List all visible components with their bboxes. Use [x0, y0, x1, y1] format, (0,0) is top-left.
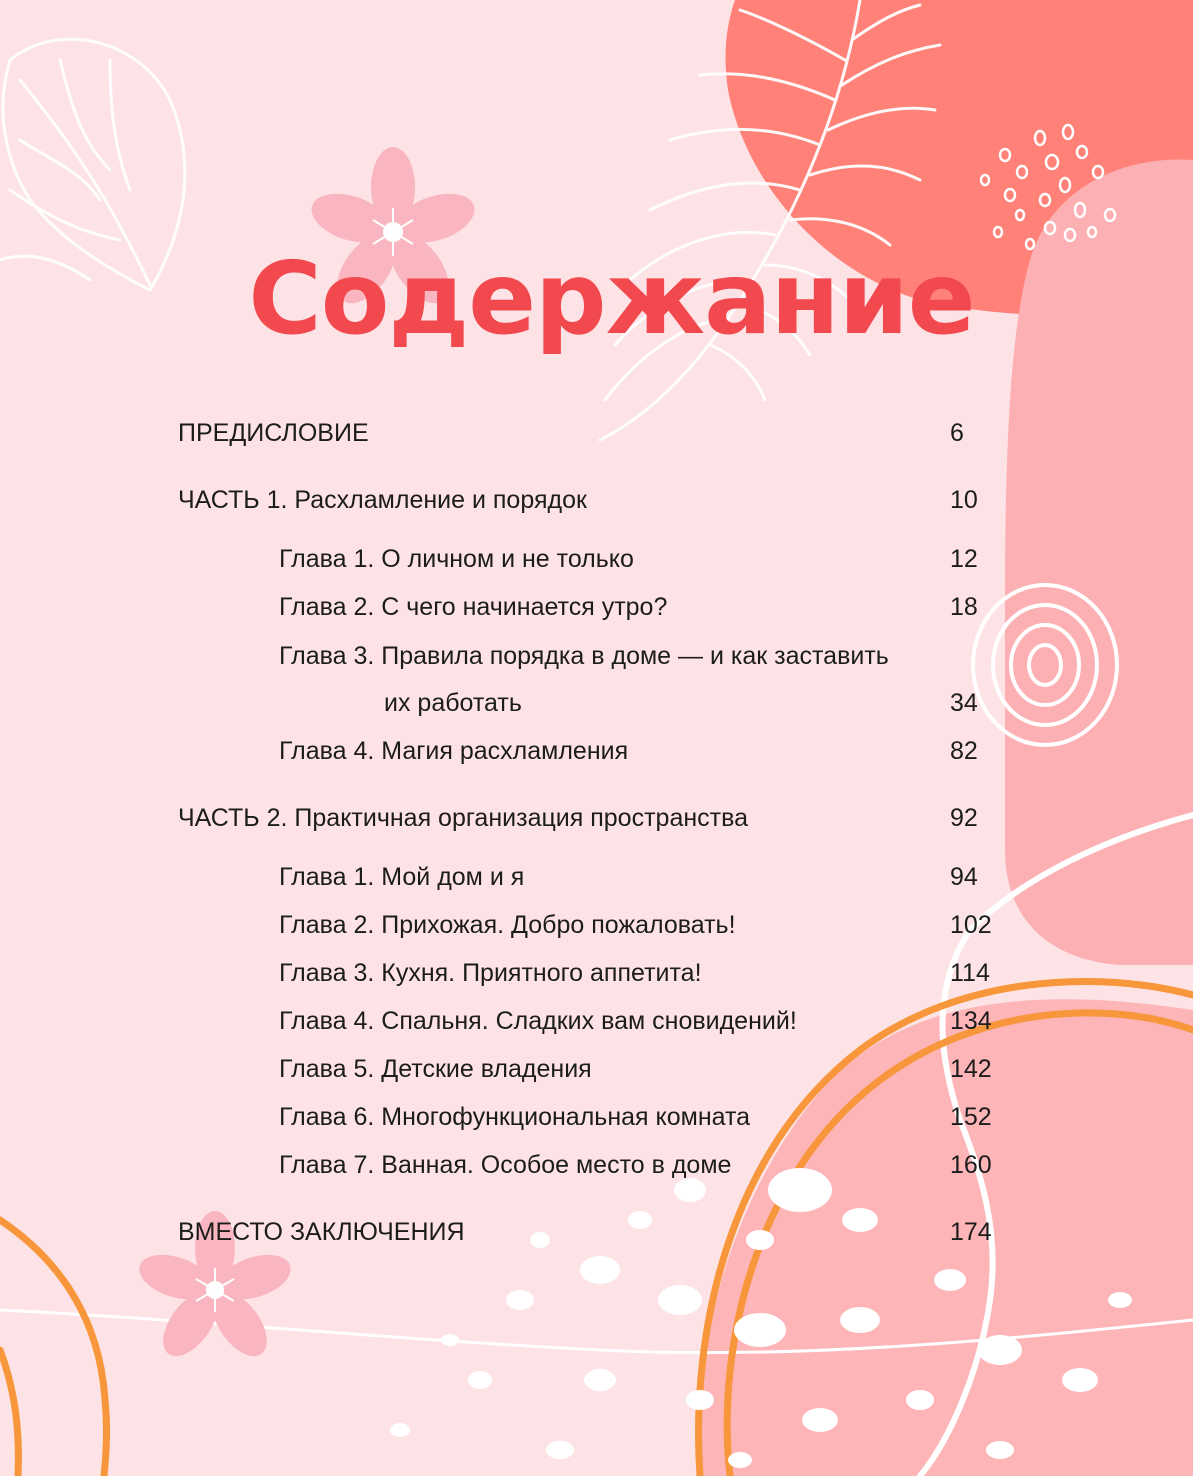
toc-entry-page: 94 — [950, 863, 978, 891]
toc-entry-page: 12 — [950, 545, 978, 573]
toc-entry — [0, 905, 1193, 945]
toc-entry-title: Глава 4. Магия расхламления — [279, 737, 629, 765]
toc-entry — [0, 1001, 1193, 1041]
toc-entry-page: 142 — [950, 1055, 992, 1083]
toc-entry-title: Глава 1. Мой дом и я — [279, 863, 525, 891]
toc-entry-page: 34 — [950, 689, 978, 717]
toc-entry — [0, 587, 1193, 627]
toc-entry-title: Глава 2. С чего начинается утро? — [279, 593, 668, 621]
toc-entry-title: ВМЕСТО ЗАКЛЮЧЕНИЯ — [178, 1218, 465, 1246]
toc-entry-page: 152 — [950, 1103, 992, 1131]
toc-entry — [0, 683, 1193, 723]
toc-entry — [0, 413, 1193, 453]
page-title: Содержание — [248, 240, 975, 357]
toc-entry — [0, 731, 1193, 771]
toc-entry — [0, 798, 1193, 838]
toc-entry — [0, 1097, 1193, 1137]
toc-entry-page: 92 — [950, 804, 978, 832]
toc-entry — [0, 539, 1193, 579]
toc-entry-title: ЧАСТЬ 1. Расхламление и порядок — [178, 486, 587, 514]
toc-entry-page: 6 — [950, 419, 964, 447]
toc-entry-page: 18 — [950, 593, 978, 621]
toc-entry-title: ЧАСТЬ 2. Практичная организация пространства — [178, 804, 749, 832]
toc-entry — [0, 1145, 1193, 1185]
toc-entry-title: ПРЕДИСЛОВИЕ — [178, 419, 369, 447]
toc-entry-page: 102 — [950, 911, 992, 939]
toc-entry — [0, 1212, 1193, 1252]
toc-entry-title: Глава 3. Правила порядка в доме — и как заставить — [279, 642, 889, 670]
toc-entry — [0, 857, 1193, 897]
toc-entry-title: Глава 1. О личном и не только — [279, 545, 634, 573]
toc-entry-page: 160 — [950, 1151, 992, 1179]
toc-entry-page: 174 — [950, 1218, 992, 1246]
toc-entry-title: Глава 5. Детские владения — [279, 1055, 592, 1083]
toc-entry-title: Глава 6. Многофункциональная комната — [279, 1103, 751, 1131]
toc-entry-title: Глава 7. Ванная. Особое место в доме — [279, 1151, 732, 1179]
toc-entry-title: их работать — [384, 689, 522, 717]
toc-entry-page: 114 — [950, 959, 990, 987]
toc-entry-title: Глава 4. Спальня. Сладких вам сновидений! — [279, 1007, 797, 1035]
toc-entry — [0, 953, 1193, 993]
toc-entry — [0, 1049, 1193, 1089]
toc-entry — [0, 480, 1193, 520]
toc-entry-page: 82 — [950, 737, 978, 765]
toc-entry-title: Глава 3. Кухня. Приятного аппетита! — [279, 959, 702, 987]
toc-entry-page: 134 — [950, 1007, 992, 1035]
toc-entry — [0, 636, 1193, 676]
toc-entry-title: Глава 2. Прихожая. Добро пожаловать! — [279, 911, 736, 939]
toc-entry-page: 10 — [950, 486, 978, 514]
